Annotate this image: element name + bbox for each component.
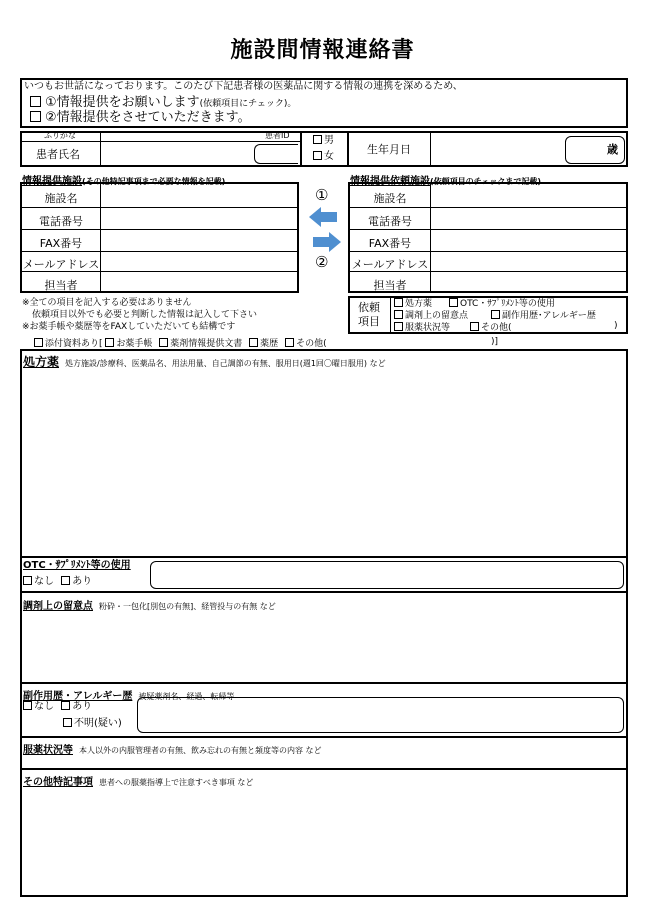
provider-heading-note: (その他特記事項まで必要な情報を記載) xyxy=(82,177,226,186)
divider xyxy=(390,296,391,334)
allergy-unknown-label: 不明(疑い) xyxy=(74,718,122,729)
arrow-left-shape xyxy=(309,207,337,227)
attach-druginfo-checkbox[interactable] xyxy=(159,338,168,347)
request-item-allergy xyxy=(491,310,596,321)
request-item-label: 服薬状況等 xyxy=(405,323,451,333)
requester-contact-field[interactable] xyxy=(432,273,626,291)
request-item-adherence xyxy=(394,322,450,333)
arrow-left-icon xyxy=(309,207,339,227)
provider-email-field[interactable] xyxy=(102,253,297,270)
note-line: ※お薬手帳や薬歴等をFAXしていただいても結構です xyxy=(22,322,236,332)
patient-name-field[interactable] xyxy=(102,143,252,165)
divider xyxy=(20,207,299,208)
requester-email-field[interactable] xyxy=(432,253,626,270)
attach-label: 薬歴 xyxy=(260,339,279,349)
patient-id-label: 患者ID xyxy=(265,131,290,140)
requester-facility-field[interactable] xyxy=(432,184,626,206)
arrow-right-icon xyxy=(311,232,341,252)
divider xyxy=(430,131,431,167)
attachments-close: )] xyxy=(491,337,499,347)
allergy-desc: 被疑薬剤名、経過、転帰等 xyxy=(138,692,235,701)
request-item-prescription xyxy=(394,298,432,309)
allergy-yes-checkbox[interactable] xyxy=(61,701,70,710)
note-line: ※全ての項目を記入する必要はありません xyxy=(22,298,192,308)
request-item-otc xyxy=(449,298,555,309)
other-desc: 患者への服薬指導上で注意すべき事項 など xyxy=(99,778,254,787)
requester-heading-text: 情報提供依頼施設 xyxy=(350,176,430,187)
dispensing-title: 調剤上の留意点 xyxy=(23,601,93,612)
divider xyxy=(430,182,431,293)
request-option-label: ①情報提供をお願いします xyxy=(45,95,200,110)
otc-none-checkbox[interactable] xyxy=(23,576,32,585)
otc-title: OTC・ｻﾌﾟﾘﾒﾝﾄ等の使用 xyxy=(23,560,131,571)
request-option xyxy=(30,96,296,109)
attach-history-checkbox[interactable] xyxy=(249,338,258,347)
request-item-label: 副作用歴･アレルギー歴 xyxy=(502,311,596,321)
age-unit: 歳 xyxy=(607,143,618,156)
request-item-label: 調剤上の留意点 xyxy=(405,311,469,321)
request-items-label: 依頼 xyxy=(358,301,380,314)
attach-label: その他( xyxy=(296,339,327,349)
furigana-label: ふりがな xyxy=(44,131,76,140)
request-allergy-checkbox[interactable] xyxy=(491,310,500,319)
request-option-note: (依頼項目にチェック)。 xyxy=(199,99,297,109)
requester-row-label: 施設名 xyxy=(373,192,407,205)
requester-phone-field[interactable] xyxy=(432,209,626,228)
divider xyxy=(20,768,628,770)
divider xyxy=(20,591,628,593)
otc-none-label: なし xyxy=(34,576,54,587)
page-title: 施設間情報連絡書 xyxy=(230,38,415,63)
provider-row-label: メールアドレス xyxy=(22,258,100,271)
otc-yes-label: あり xyxy=(72,576,93,587)
divider xyxy=(100,182,101,293)
provider-row-label: 担当者 xyxy=(44,279,78,292)
patient-id-field[interactable] xyxy=(254,144,298,164)
arrow-number-1: ① xyxy=(315,186,329,204)
divider xyxy=(348,207,628,208)
divider xyxy=(20,556,628,558)
allergy-yes-label: あり xyxy=(72,701,93,712)
female-label: 女 xyxy=(324,151,334,162)
attach-label: 薬剤情報提供文書 xyxy=(170,339,243,349)
provider-row-label: 電話番号 xyxy=(39,215,83,228)
requester-row-label: メールアドレス xyxy=(351,258,429,271)
birthdate-field[interactable] xyxy=(432,134,562,164)
male-label: 男 xyxy=(324,135,334,146)
provider-contact-field[interactable] xyxy=(102,273,297,291)
sex-male-option xyxy=(313,135,334,146)
otc-options xyxy=(23,576,92,587)
dispensing-desc: 粉砕・一包化[別包の有無]、経管投与の有無 など xyxy=(99,602,276,611)
request-item-dispensing xyxy=(394,310,468,321)
divider xyxy=(300,131,302,167)
adherence-field[interactable] xyxy=(22,752,626,766)
attach-other-checkbox[interactable] xyxy=(285,338,294,347)
provide-option xyxy=(30,111,251,124)
request-item-label: 処方薬 xyxy=(405,299,433,309)
adherence-desc: 本人以外の内服管理者の有無、飲み忘れの有無と頻度等の内容 など xyxy=(79,746,322,755)
request-other-checkbox[interactable] xyxy=(470,322,479,331)
requester-row-label: 電話番号 xyxy=(368,215,412,228)
provider-phone-field[interactable] xyxy=(102,209,297,228)
attachments-line xyxy=(34,338,327,349)
request-item-other-close: ) xyxy=(614,321,618,331)
request-dispensing-checkbox[interactable] xyxy=(394,310,403,319)
requester-fax-field[interactable] xyxy=(432,231,626,250)
provider-facility-field[interactable] xyxy=(102,184,297,206)
divider xyxy=(348,251,628,252)
allergy-none-checkbox[interactable] xyxy=(23,701,32,710)
divider xyxy=(20,141,300,142)
request-item-label: OTC・ｻﾌﾟﾘﾒﾝﾄ等の使用 xyxy=(460,299,555,309)
provider-heading-text: 情報提供施設 xyxy=(22,176,82,187)
attachments-lead: 添付資料あり[ xyxy=(45,339,103,349)
divider xyxy=(20,736,628,738)
request-item-label: その他( xyxy=(481,323,512,333)
dispensing-field[interactable] xyxy=(22,610,626,680)
attachments-checkbox[interactable] xyxy=(34,338,43,347)
divider xyxy=(20,251,299,252)
divider xyxy=(20,229,299,230)
provide-checkbox[interactable] xyxy=(30,111,41,122)
provide-option-label: ②情報提供をさせていただきます。 xyxy=(45,110,251,125)
note-line: 依頼項目以外でも必要と判断した情報は記入して下さい xyxy=(32,310,258,320)
prescription-title: 処方薬 xyxy=(23,355,60,369)
allergy-title: 副作用歴・アレルギー歴 xyxy=(23,691,133,702)
attach-label: お薬手帳 xyxy=(116,339,153,349)
allergy-unknown-checkbox[interactable] xyxy=(63,718,72,727)
request-prescription-checkbox[interactable] xyxy=(394,298,403,307)
male-checkbox[interactable] xyxy=(313,135,322,144)
arrow-right-shape xyxy=(313,232,341,252)
patient-name-label: 患者氏名 xyxy=(36,148,80,161)
request-otc-checkbox[interactable] xyxy=(449,298,458,307)
arrow-number-2: ② xyxy=(315,253,329,271)
requester-row-label: FAX番号 xyxy=(368,237,412,250)
other-field[interactable] xyxy=(22,786,626,894)
otc-yes-checkbox[interactable] xyxy=(61,576,70,585)
divider xyxy=(100,131,101,167)
provider-row-label: FAX番号 xyxy=(39,237,83,250)
request-item-other xyxy=(470,322,512,333)
attach-notebook-checkbox[interactable] xyxy=(105,338,114,347)
request-checkbox[interactable] xyxy=(30,96,41,107)
allergy-options xyxy=(23,701,92,712)
birthdate-label: 生年月日 xyxy=(367,143,411,156)
request-adherence-checkbox[interactable] xyxy=(394,322,403,331)
other-title: その他特記事項 xyxy=(23,777,93,788)
divider xyxy=(20,682,628,684)
intro-text: いつもお世話になっております。このたび下記患者様の医薬品に関する情報の連携を深めるため、 xyxy=(24,81,463,92)
prescription-field[interactable] xyxy=(22,368,626,554)
otc-field[interactable] xyxy=(150,561,624,589)
sex-female-option xyxy=(313,151,334,162)
female-checkbox[interactable] xyxy=(313,151,322,160)
requester-heading-note: (依頼項目のチェックまで記載) xyxy=(430,177,542,186)
adherence-title: 服薬状況等 xyxy=(23,745,73,756)
requester-row-label: 担当者 xyxy=(373,279,407,292)
provider-fax-field[interactable] xyxy=(102,231,297,250)
divider xyxy=(348,229,628,230)
request-items-label: 項目 xyxy=(358,315,380,328)
provider-row-label: 施設名 xyxy=(44,192,78,205)
allergy-none-label: なし xyxy=(34,701,54,712)
divider xyxy=(347,131,349,167)
allergy-unknown-option xyxy=(63,718,122,729)
prescription-desc: 処方施設/診療科、医薬品名、用法用量、自己調節の有無、服用日(週1回〇曜日服用) など xyxy=(65,359,386,368)
prescription-heading xyxy=(23,353,386,369)
allergy-field[interactable] xyxy=(137,697,624,733)
